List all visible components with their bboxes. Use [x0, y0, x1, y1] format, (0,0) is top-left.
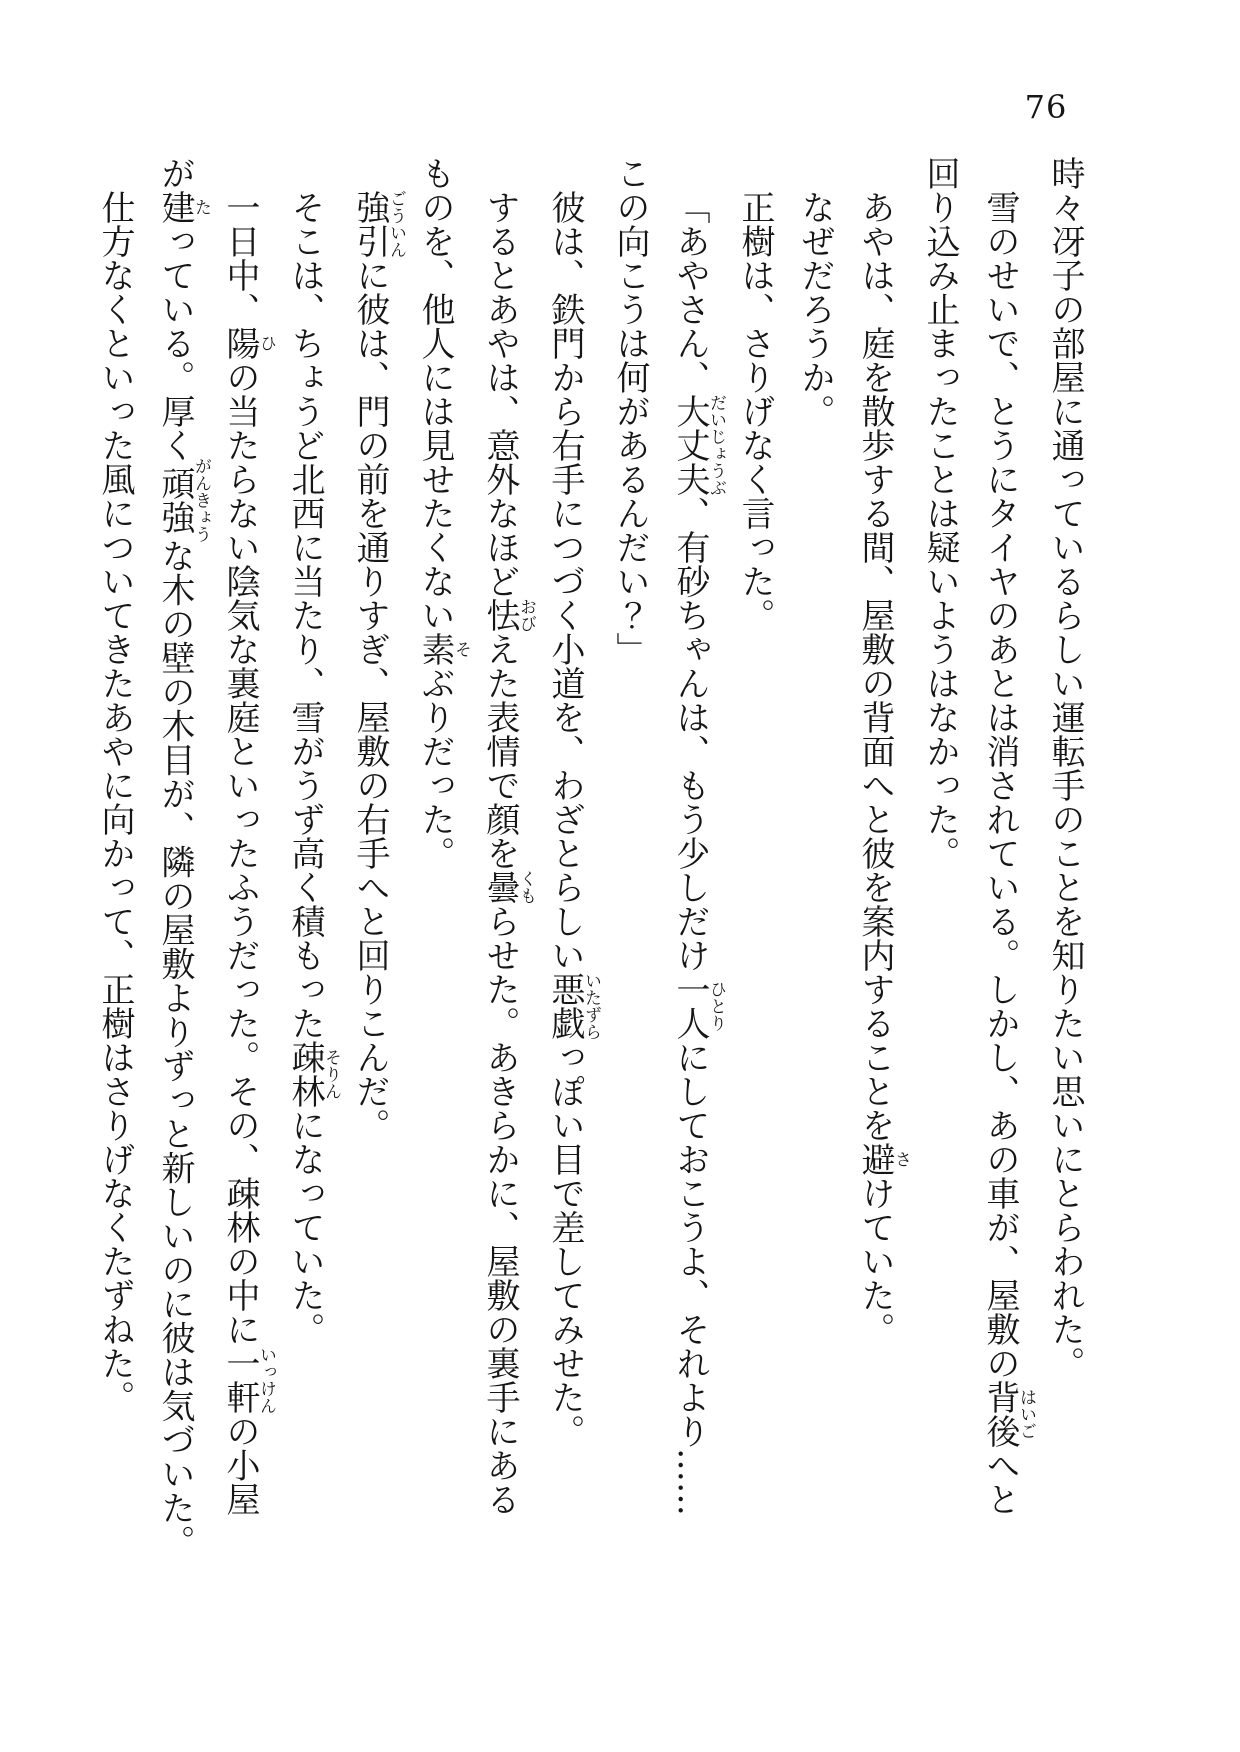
text-line: 一日中、陽ひの当たらない陰気な裏庭といったふうだった。その、疎林の中に一軒いっけんの小屋 — [220, 190, 276, 1516]
furigana-ruby: 一人ひとり — [670, 972, 726, 1040]
furigana-text: いっけん — [256, 1346, 276, 1414]
furigana-text: た — [191, 190, 211, 224]
text-line: 時々冴子の部屋に通っているらしい運転手のことを知りたい思いにとらわれた。 — [1045, 156, 1085, 1380]
furigana-ruby: 頑強がんきょう — [155, 457, 211, 543]
furigana-text: くも — [516, 870, 536, 904]
text-line: 強引ごういんに彼は、門の前を通りすぎ、屋敷の右手へと回りこんだ。 — [350, 190, 406, 1142]
text-line: そこは、ちょうど北西に当たり、雪がうず高く積もった疎林そりんになっていた。 — [285, 190, 341, 1346]
furigana-text: はいご — [1016, 1380, 1036, 1448]
furigana-text: がんきょう — [191, 457, 211, 543]
text-line: あやは、庭を散歩する間、屋敷の背面へと彼を案内することを避さけていた。 — [855, 190, 911, 1346]
furigana-text: ひ — [256, 326, 276, 360]
furigana-text: そ — [451, 632, 471, 666]
text-line: 正樹は、さりげなく言った。 — [735, 190, 775, 632]
furigana-ruby: 背後はいご — [980, 1380, 1036, 1448]
furigana-ruby: 一軒いっけん — [220, 1346, 276, 1414]
furigana-ruby: 悪戯いたずら — [545, 972, 601, 1040]
furigana-text: そりん — [321, 1040, 341, 1108]
text-line: 彼は、鉄門から右手につづく小道を、わざとらしい悪戯いたずらっぽい目で差してみせた。 — [545, 190, 601, 1448]
furigana-text: だいじょうぶ — [706, 394, 726, 496]
furigana-text: ごういん — [386, 190, 406, 258]
text-line: 「あやさん、大丈夫だいじょうぶ、有砂ちゃんは、もう少しだけ一人ひとりにしておこうよ、それより…… — [670, 190, 726, 1516]
furigana-text: おび — [516, 598, 536, 632]
furigana-ruby: 素そ — [415, 632, 471, 666]
text-line: が建たっている。厚く頑強がんきょうな木の壁の木目が、隣の屋敷よりずっと新しいのに彼は気づいた。 — [155, 156, 211, 1559]
text-line: 仕方なくといった風についてきたあやに向かって、正樹はさりげなくたずねた。 — [95, 190, 135, 1414]
page-text — [85, 156, 1095, 1736]
furigana-text: いたずら — [581, 972, 601, 1040]
furigana-ruby: 怯おび — [480, 598, 536, 632]
furigana-ruby: 建た — [155, 190, 211, 224]
text-line: なぜだろうか。 — [795, 190, 835, 428]
text-line: するとあやは、意外なほど怯おびえた表情で顔を曇くもらせた。あきらかに、屋敷の裏手にある — [480, 190, 536, 1516]
furigana-ruby: 陽ひ — [220, 326, 276, 360]
furigana-ruby: 避さ — [855, 1142, 911, 1176]
page-number: 76 — [1024, 88, 1068, 126]
text-line: ものを、他人には見せたくない素そぶりだった。 — [415, 156, 471, 870]
furigana-ruby: 強引ごういん — [350, 190, 406, 258]
furigana-text: さ — [891, 1142, 911, 1176]
furigana-ruby: 疎林そりん — [285, 1040, 341, 1108]
furigana-ruby: 曇くも — [480, 870, 536, 904]
text-line: この向こうは何があるんだい？」 — [610, 156, 650, 666]
furigana-text: ひとり — [706, 972, 726, 1040]
furigana-ruby: 大丈夫だいじょうぶ — [670, 394, 726, 496]
text-line: 雪のせいで、とうにタイヤのあとは消されている。しかし、あの車が、屋敷の背後はいごへと — [980, 190, 1036, 1516]
text-line: 回り込み止まったことは疑いようはなかった。 — [920, 156, 960, 870]
